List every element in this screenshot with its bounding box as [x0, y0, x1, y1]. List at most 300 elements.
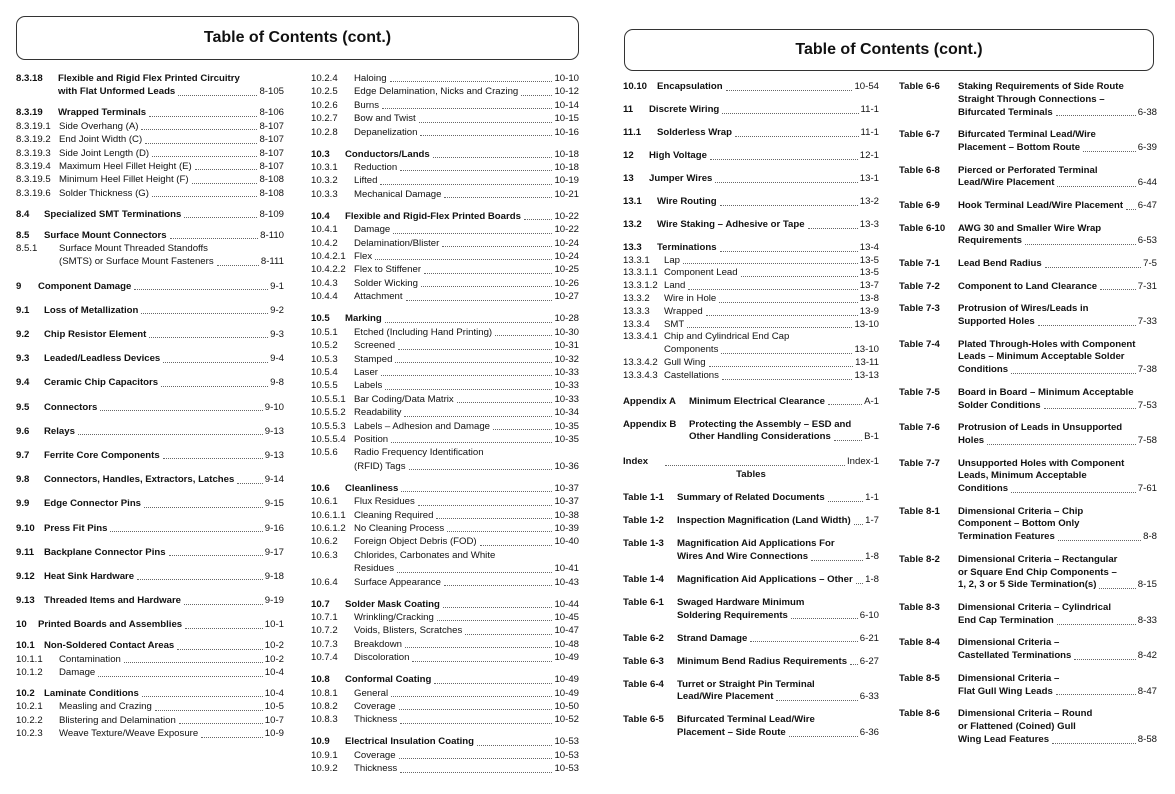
toc-entry[interactable] — [16, 618, 284, 631]
section-title: Depanelization — [354, 126, 418, 138]
toc-entry[interactable] — [311, 673, 579, 686]
dot-leader — [1074, 659, 1135, 660]
toc-entry[interactable] — [899, 422, 1157, 448]
page-number: 10-40 — [554, 536, 579, 548]
section-title: with Flat Unformed Leads — [58, 86, 176, 98]
page-title: Table of Contents (cont.) — [16, 16, 579, 60]
dot-leader — [706, 315, 858, 316]
dot-leader — [178, 95, 257, 96]
toc-entry[interactable] — [899, 81, 1157, 119]
toc-entry[interactable] — [311, 406, 579, 419]
toc-entry[interactable] — [311, 700, 579, 713]
dot-leader — [192, 183, 258, 184]
toc-entry[interactable] — [16, 72, 284, 99]
section-number: 10.4.1 — [311, 224, 338, 236]
tables-heading: Tables — [736, 469, 766, 481]
page-number: 10-22 — [554, 210, 579, 222]
section-number: Table 8-6 — [899, 708, 940, 720]
toc-entry[interactable] — [311, 522, 579, 535]
toc-entry[interactable] — [311, 535, 579, 548]
dot-leader — [237, 483, 262, 484]
toc-entry[interactable] — [623, 370, 879, 383]
toc-entry[interactable] — [311, 651, 579, 664]
toc-entry[interactable] — [16, 401, 284, 414]
toc-entry[interactable] — [623, 150, 879, 163]
page-number: 10-27 — [554, 291, 579, 303]
page-number: 10-43 — [554, 576, 579, 588]
toc-entry[interactable] — [311, 339, 579, 352]
section-number: 10.4 — [311, 210, 330, 222]
section-number: 8.3.19 — [16, 107, 43, 119]
toc-entry[interactable] — [623, 492, 879, 505]
toc-entry[interactable] — [623, 255, 879, 268]
section-number: 10.6 — [311, 482, 330, 494]
toc-entry[interactable] — [623, 280, 879, 293]
toc-entry[interactable] — [311, 482, 579, 495]
toc-entry[interactable] — [623, 357, 879, 370]
toc-entry[interactable] — [16, 714, 284, 727]
toc-entry[interactable] — [623, 656, 879, 669]
toc-entry[interactable] — [16, 727, 284, 740]
toc-entry[interactable] — [899, 200, 1157, 213]
toc-entry[interactable] — [623, 173, 879, 186]
toc-entry[interactable] — [311, 277, 579, 290]
section-title: Cleaning Required — [354, 509, 434, 521]
section-title: Edge Connector Pins — [44, 498, 142, 510]
page-number: 8-107 — [259, 160, 284, 172]
toc-entry[interactable] — [16, 497, 284, 510]
page-number: 10-48 — [554, 638, 579, 650]
section-title: Damage — [59, 667, 96, 679]
section-title: Thickness — [354, 763, 398, 775]
toc-entry[interactable] — [16, 352, 284, 365]
toc-entry[interactable] — [899, 673, 1157, 699]
dot-leader — [1126, 209, 1136, 210]
toc-entry[interactable] — [16, 120, 284, 133]
page-number: 8-107 — [259, 134, 284, 146]
section-title: Flexible and Rigid-Flex Printed Boards — [345, 210, 521, 222]
section-number: 9.7 — [16, 450, 30, 461]
dot-leader — [720, 205, 858, 206]
toc-entry[interactable] — [899, 458, 1157, 496]
toc-entry[interactable] — [311, 762, 579, 775]
toc-entry[interactable] — [311, 237, 579, 250]
section-title: Minimum Electrical Clearance — [689, 395, 825, 407]
section-number: 9 — [16, 280, 22, 292]
toc-entry[interactable] — [899, 303, 1157, 329]
section-number: 10.4.4 — [311, 291, 338, 303]
section-number: 10.2.5 — [311, 86, 338, 98]
page-number: 7-58 — [1137, 434, 1157, 446]
toc-entry[interactable] — [623, 196, 879, 209]
section-number: Table 6-1 — [623, 596, 664, 608]
toc-entry[interactable] — [16, 173, 284, 186]
dot-leader — [399, 758, 553, 759]
dot-leader — [687, 327, 852, 328]
section-title: Land — [664, 280, 686, 292]
toc-entry[interactable] — [16, 700, 284, 713]
dot-leader — [110, 531, 262, 532]
dot-leader — [808, 228, 858, 229]
dot-leader — [382, 108, 552, 109]
section-number: 8.3.19.5 — [16, 174, 51, 186]
toc-entry[interactable] — [311, 420, 579, 433]
toc-entry[interactable] — [16, 473, 284, 486]
page-number: 9-4 — [270, 353, 284, 365]
dot-leader — [100, 410, 262, 411]
section-title: Thickness — [354, 714, 398, 726]
section-title: Readability — [354, 407, 402, 419]
section-title: Etched (Including Hand Printing) — [354, 326, 493, 338]
toc-entry[interactable] — [16, 376, 284, 389]
section-title: Component Lead — [664, 267, 738, 279]
section-title: Lead/Wire Placement — [958, 177, 1055, 189]
section-title: Castellated Terminations — [958, 650, 1072, 662]
section-title: Laminate Conditions — [44, 688, 139, 700]
toc-entry[interactable] — [311, 713, 579, 726]
toc-entry[interactable] — [623, 597, 879, 623]
section-number: 10.5 — [311, 313, 330, 325]
section-number: 10.5.5.2 — [311, 407, 346, 419]
toc-entry[interactable] — [623, 574, 879, 587]
dot-leader — [1083, 151, 1136, 152]
page-number: 10-31 — [554, 340, 579, 352]
dot-leader — [161, 386, 268, 387]
toc-entry[interactable] — [311, 735, 579, 748]
section-number: Table 7-5 — [899, 386, 940, 398]
page-number: 9-15 — [264, 498, 284, 510]
section-number: Table 7-4 — [899, 338, 940, 350]
section-number: 10.7.3 — [311, 638, 338, 650]
dot-leader — [709, 366, 854, 367]
toc-entry[interactable] — [623, 81, 879, 94]
toc-entry[interactable] — [311, 290, 579, 303]
section-number: Table 7-1 — [899, 257, 940, 269]
section-title: Placement – Side Route — [677, 727, 786, 739]
toc-entry[interactable] — [899, 708, 1157, 746]
toc-entry[interactable] — [311, 112, 579, 125]
page-number: 12-1 — [859, 149, 879, 161]
toc-entry[interactable] — [311, 72, 579, 85]
toc-entry[interactable] — [899, 506, 1157, 544]
section-title: Non-Soldered Contact Areas — [44, 640, 175, 652]
dot-leader — [688, 289, 857, 290]
dot-leader — [142, 696, 263, 697]
toc-entry[interactable] — [899, 129, 1157, 155]
toc-entry[interactable] — [899, 554, 1157, 592]
toc-entry[interactable] — [311, 85, 579, 98]
section-number: 10.2.2 — [16, 714, 43, 726]
dot-leader — [719, 302, 858, 303]
section-title: (RFID) Tags — [354, 460, 406, 472]
toc-entry[interactable] — [623, 419, 879, 445]
toc-entry[interactable] — [16, 229, 284, 242]
toc-entry[interactable] — [16, 687, 284, 700]
page-number: 9-17 — [264, 546, 284, 558]
toc-entry[interactable] — [16, 160, 284, 173]
section-number: 10.1.2 — [16, 667, 43, 679]
toc-entry[interactable] — [899, 339, 1157, 377]
section-number: 9.6 — [16, 425, 30, 437]
toc-entry[interactable] — [623, 104, 879, 117]
toc-entry[interactable] — [311, 126, 579, 139]
section-title: Magnification Aid Applications For — [677, 537, 835, 549]
section-title: Measling and Crazing — [59, 701, 152, 713]
toc-entry[interactable] — [16, 304, 284, 317]
section-number: 9.8 — [16, 474, 30, 486]
toc-entry[interactable] — [623, 331, 879, 357]
dot-leader — [722, 379, 853, 380]
toc-entry[interactable] — [311, 188, 579, 201]
section-title: Mechanical Damage — [354, 188, 442, 200]
section-title: Loss of Metallization — [44, 304, 139, 316]
toc-entry[interactable] — [899, 387, 1157, 413]
toc-entry[interactable] — [311, 749, 579, 762]
section-number: 8.3.19.2 — [16, 134, 51, 146]
toc-entry[interactable] — [311, 433, 579, 446]
toc-entry[interactable] — [623, 319, 879, 332]
dot-leader — [1011, 373, 1136, 374]
toc-entry[interactable] — [623, 242, 879, 255]
toc-entry[interactable] — [311, 687, 579, 700]
dot-leader — [177, 649, 263, 650]
page-number: 10-36 — [554, 460, 579, 472]
dot-leader — [393, 233, 552, 234]
toc-entry[interactable] — [311, 393, 579, 406]
toc-entry[interactable] — [623, 127, 879, 140]
section-number: 13.2 — [623, 218, 642, 230]
toc-entry[interactable] — [623, 267, 879, 280]
dot-leader — [524, 219, 553, 220]
toc-entry[interactable] — [16, 570, 284, 583]
section-title: or Square End Chip Components – — [958, 566, 1117, 578]
page-number: 10-7 — [264, 714, 284, 726]
section-number: 8.3.18 — [16, 73, 43, 84]
toc-entry[interactable] — [16, 187, 284, 200]
toc-entry[interactable] — [623, 633, 879, 646]
toc-entry[interactable] — [16, 242, 284, 269]
toc-entry[interactable] — [311, 509, 579, 522]
section-number: 13.3.1.1 — [623, 267, 658, 279]
dot-leader — [1057, 186, 1135, 187]
page-number: 6-33 — [859, 691, 879, 703]
section-number: 9.5 — [16, 401, 30, 413]
toc-entry[interactable] — [623, 538, 879, 564]
toc-entry[interactable] — [623, 219, 879, 232]
page-number: 10-16 — [554, 126, 579, 138]
toc-entry[interactable] — [311, 99, 579, 112]
section-number: 10.5.5.4 — [311, 433, 346, 445]
dot-leader — [710, 159, 858, 160]
section-number: Table 6-3 — [623, 655, 664, 667]
dot-leader — [185, 628, 263, 629]
toc-entry[interactable] — [311, 161, 579, 174]
page-number: 10-18 — [554, 162, 579, 174]
page-number: 6-38 — [1137, 106, 1157, 118]
toc-entry[interactable] — [311, 223, 579, 236]
toc-entry[interactable] — [311, 250, 579, 263]
section-number: 13.3.4.1 — [623, 331, 658, 343]
dot-leader — [381, 375, 552, 376]
toc-entry[interactable] — [311, 576, 579, 589]
section-title: Discrete Wiring — [649, 103, 720, 115]
toc-entry[interactable] — [623, 306, 879, 319]
toc-entry[interactable] — [311, 326, 579, 339]
toc-entry[interactable] — [623, 456, 879, 469]
toc-entry[interactable] — [311, 446, 579, 473]
page-number: 7-5 — [1143, 257, 1157, 269]
section-title: Wire Staking – Adhesive or Tape — [657, 218, 805, 230]
toc-entry[interactable] — [311, 549, 579, 576]
toc-entry[interactable] — [311, 263, 579, 276]
section-title: Plated Through-Holes with Component — [958, 338, 1136, 350]
toc-entry[interactable] — [16, 328, 284, 341]
section-number: Table 8-3 — [899, 602, 940, 614]
dot-leader — [828, 404, 862, 405]
section-title: Solder Mask Coating — [345, 598, 440, 610]
section-number: 9.11 — [16, 546, 35, 558]
dot-leader — [850, 664, 858, 665]
section-title: Coverage — [354, 701, 396, 713]
page-number: 7-38 — [1137, 364, 1157, 376]
section-title: Flex — [354, 251, 373, 263]
toc-entry[interactable] — [16, 639, 284, 652]
section-number: 11.1 — [623, 126, 642, 138]
toc-entry[interactable] — [311, 611, 579, 624]
toc-column-left-2 — [311, 72, 579, 776]
toc-entry[interactable] — [899, 165, 1157, 191]
section-number: 9.12 — [16, 571, 35, 583]
page-number: 10-32 — [554, 353, 579, 365]
toc-entry[interactable] — [16, 208, 284, 221]
page-number: 6-21 — [859, 632, 879, 644]
dot-leader — [385, 322, 553, 323]
toc-entry[interactable] — [311, 598, 579, 611]
dot-leader — [141, 129, 257, 130]
toc-entry[interactable] — [899, 602, 1157, 628]
toc-entry[interactable] — [16, 449, 284, 462]
toc-entry[interactable] — [16, 147, 284, 160]
section-title: (SMTS) or Surface Mount Fasteners — [59, 256, 214, 268]
page-number: 10-52 — [554, 714, 579, 726]
toc-entry[interactable] — [899, 281, 1157, 294]
toc-entry[interactable] — [311, 148, 579, 161]
section-title: Leaded/Leadless Devices — [44, 353, 161, 365]
section-number: 8.4 — [16, 208, 30, 220]
toc-entry[interactable] — [899, 223, 1157, 249]
page-number: 10-21 — [554, 188, 579, 200]
section-title: Maximum Heel Fillet Height (E) — [59, 160, 192, 172]
dot-leader — [750, 641, 857, 642]
dot-leader — [98, 676, 263, 677]
section-title: Jumper Wires — [649, 172, 713, 184]
page-number: 9-2 — [270, 304, 284, 316]
section-title: Other Handling Considerations — [689, 431, 831, 443]
section-number: 13.3.4 — [623, 318, 650, 330]
dot-leader — [1056, 115, 1136, 116]
section-title: Component Damage — [38, 280, 132, 292]
page-number: 10-41 — [554, 563, 579, 575]
section-title: Termination Features — [958, 531, 1055, 543]
section-title: Supported Holes — [958, 315, 1035, 327]
page-number: 10-44 — [554, 598, 579, 610]
toc-entry[interactable] — [623, 714, 879, 740]
toc-entry[interactable] — [311, 624, 579, 637]
section-title: Side Overhang (A) — [59, 120, 139, 132]
section-number: 10.2.8 — [311, 126, 338, 138]
section-title: Heat Sink Hardware — [44, 571, 135, 583]
toc-entry[interactable] — [311, 638, 579, 651]
toc-entry[interactable] — [311, 495, 579, 508]
section-number: 13.3.2 — [623, 293, 650, 305]
page-number: 10-39 — [554, 522, 579, 534]
toc-entry[interactable] — [623, 679, 879, 705]
section-title: Bifurcated Terminal Lead/Wire — [677, 714, 815, 726]
toc-entry[interactable] — [16, 522, 284, 535]
toc-entry[interactable] — [311, 174, 579, 187]
section-number: 10.5.5 — [311, 380, 338, 392]
section-number: 11 — [623, 103, 634, 115]
page-number: 10-33 — [554, 380, 579, 392]
section-number: 13.3.4.2 — [623, 357, 658, 369]
page-number: 6-36 — [859, 727, 879, 739]
dot-leader — [987, 444, 1136, 445]
toc-entry[interactable] — [16, 666, 284, 679]
toc-entry[interactable] — [899, 637, 1157, 663]
toc-entry[interactable] — [16, 280, 284, 293]
toc-entry[interactable] — [16, 546, 284, 559]
section-title: Bow and Twist — [354, 113, 416, 125]
toc-column-left-1 — [16, 72, 284, 741]
page-number: 8-109 — [259, 208, 284, 220]
toc-entry[interactable] — [16, 133, 284, 146]
dot-leader — [791, 618, 858, 619]
section-number: 10.8.1 — [311, 687, 338, 699]
toc-entry[interactable] — [311, 312, 579, 325]
dot-leader — [391, 442, 552, 443]
page-number: 10-4 — [264, 667, 284, 679]
toc-entry[interactable] — [311, 366, 579, 379]
dot-leader — [434, 683, 552, 684]
toc-entry[interactable] — [623, 396, 879, 409]
page-number: 10-2 — [264, 640, 284, 652]
toc-entry[interactable] — [16, 653, 284, 666]
page-number: 10-14 — [554, 99, 579, 111]
page-number: 10-33 — [554, 393, 579, 405]
toc-entry[interactable] — [311, 210, 579, 223]
section-title: Specialized SMT Terminations — [44, 208, 182, 220]
section-title: Printed Boards and Assemblies — [38, 619, 183, 631]
dot-leader — [1100, 289, 1136, 290]
toc-entry[interactable] — [16, 425, 284, 438]
toc-entry[interactable] — [623, 293, 879, 306]
toc-entry[interactable] — [311, 353, 579, 366]
section-number: 9.1 — [16, 304, 30, 316]
toc-entry[interactable] — [623, 515, 879, 528]
section-title: High Voltage — [649, 149, 707, 161]
section-title: Screened — [354, 340, 396, 352]
section-title: Dimensional Criteria – Chip — [958, 505, 1084, 517]
page-number: 8-42 — [1137, 650, 1157, 662]
toc-entry[interactable] — [899, 258, 1157, 271]
dot-leader — [735, 136, 858, 137]
toc-entry[interactable] — [16, 106, 284, 119]
page-number: 10-49 — [554, 687, 579, 699]
section-title: Solder Thickness (G) — [59, 187, 149, 199]
toc-entry[interactable] — [16, 594, 284, 607]
section-title: Wire in Hole — [664, 293, 717, 305]
toc-entry[interactable] — [311, 379, 579, 392]
